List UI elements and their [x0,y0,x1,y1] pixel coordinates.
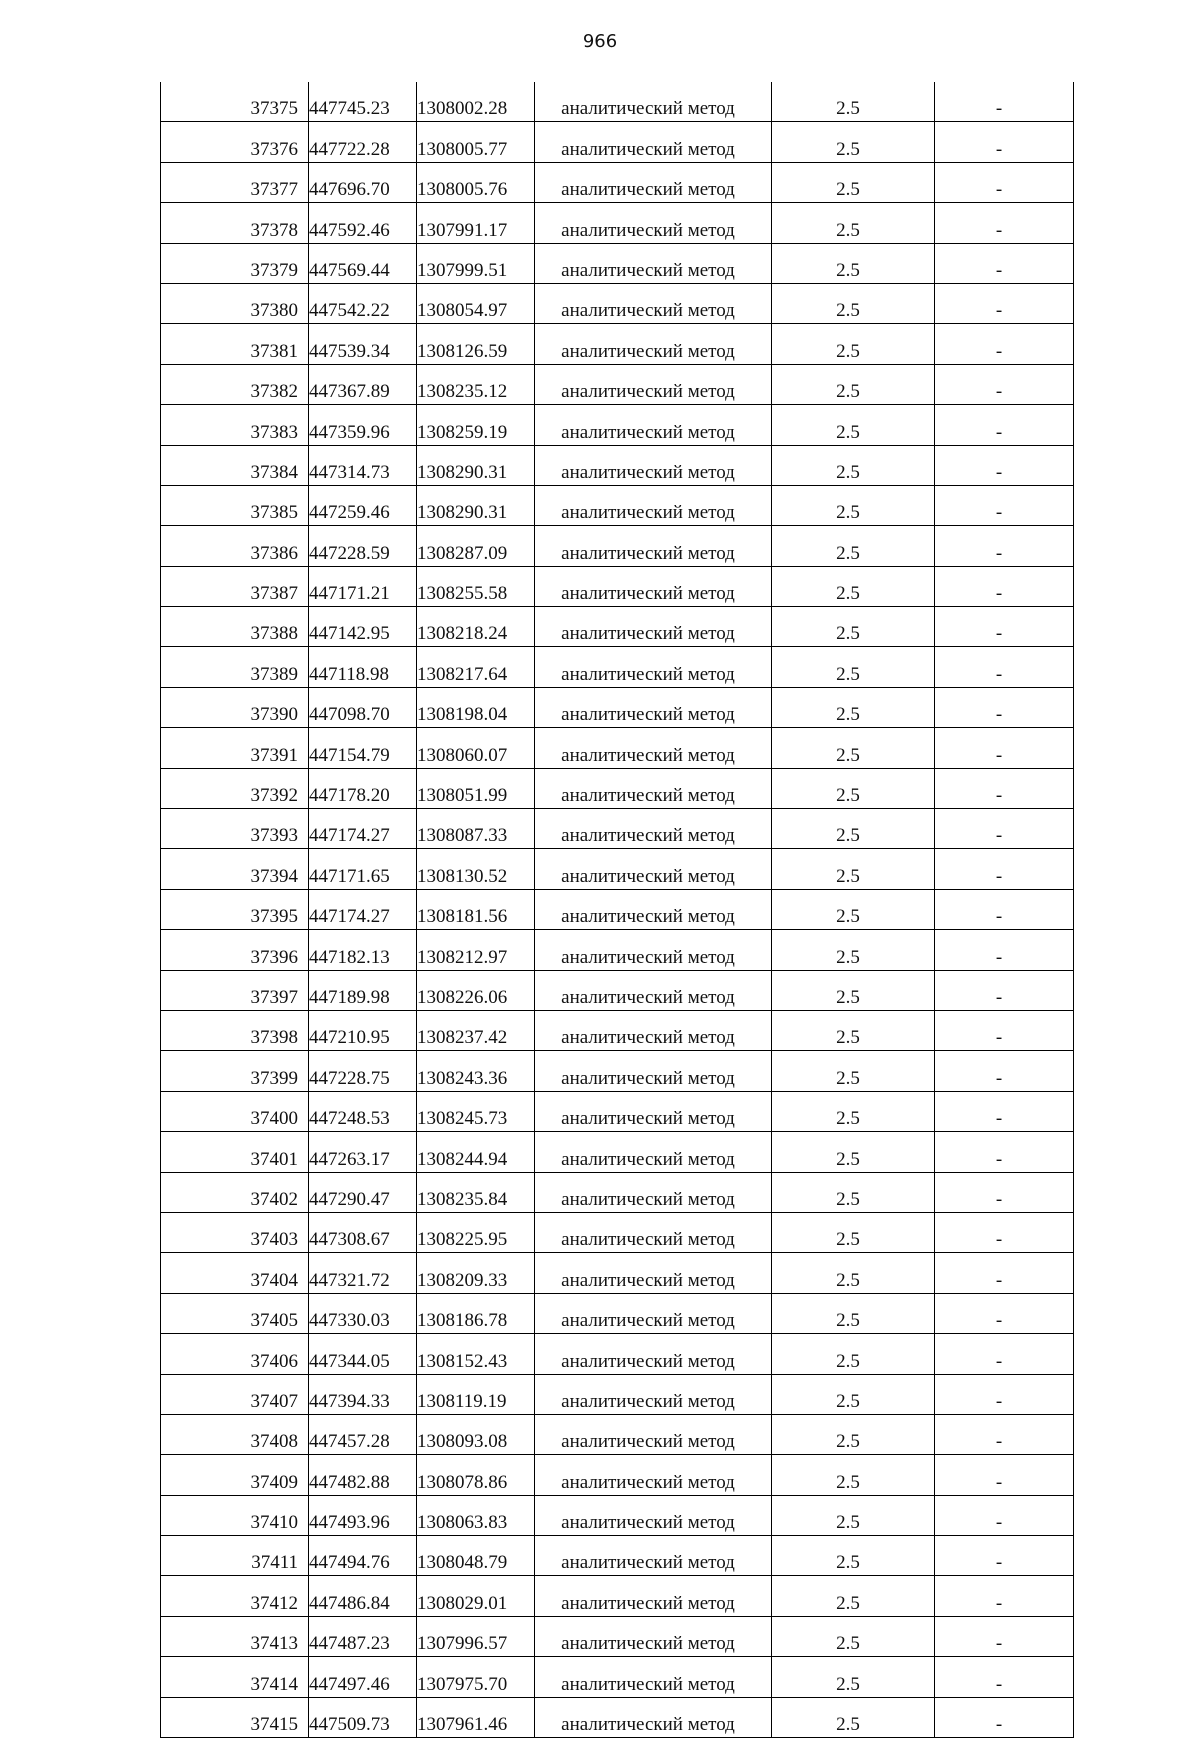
accuracy-cell: 2.5 [772,1414,935,1454]
accuracy-cell: 2.5 [772,162,935,202]
point-number-cell: 37382 [161,364,309,404]
point-number-cell: 37411 [161,1536,309,1576]
x-coordinate-cell: 447174.27 [309,889,417,929]
method-cell: аналитический метод [535,1334,772,1374]
y-coordinate-cell: 1307961.46 [417,1697,535,1737]
method-cell: аналитический метод [535,768,772,808]
point-number-cell: 37377 [161,162,309,202]
note-cell: - [935,1334,1074,1374]
x-coordinate-cell: 447367.89 [309,364,417,404]
y-coordinate-cell: 1308255.58 [417,566,535,606]
y-coordinate-cell: 1308226.06 [417,970,535,1010]
method-cell: аналитический метод [535,162,772,202]
x-coordinate-cell: 447722.28 [309,122,417,162]
method-cell: аналитический метод [535,445,772,485]
y-coordinate-cell: 1308212.97 [417,930,535,970]
table-row [161,162,1074,202]
table-row [161,566,1074,606]
x-coordinate-cell: 447228.59 [309,526,417,566]
method-cell: аналитический метод [535,1253,772,1293]
note-cell: - [935,728,1074,768]
note-cell: - [935,687,1074,727]
accuracy-cell: 2.5 [772,445,935,485]
method-cell: аналитический метод [535,566,772,606]
accuracy-cell: 2.5 [772,203,935,243]
method-cell: аналитический метод [535,1657,772,1697]
table-row [161,1334,1074,1374]
x-coordinate-cell: 447487.23 [309,1616,417,1656]
accuracy-cell: 2.5 [772,607,935,647]
method-cell: аналитический метод [535,889,772,929]
method-cell: аналитический метод [535,607,772,647]
point-number-cell: 37383 [161,405,309,445]
accuracy-cell: 2.5 [772,768,935,808]
accuracy-cell: 2.5 [772,1172,935,1212]
accuracy-cell: 2.5 [772,889,935,929]
y-coordinate-cell: 1308243.36 [417,1051,535,1091]
method-cell: аналитический метод [535,1172,772,1212]
accuracy-cell: 2.5 [772,849,935,889]
table-row [161,485,1074,525]
y-coordinate-cell: 1308078.86 [417,1455,535,1495]
note-cell: - [935,1414,1074,1454]
y-coordinate-cell: 1308259.19 [417,405,535,445]
method-cell: аналитический метод [535,1536,772,1576]
table-row [161,607,1074,647]
point-number-cell: 37414 [161,1657,309,1697]
accuracy-cell: 2.5 [772,405,935,445]
note-cell: - [935,1657,1074,1697]
method-cell: аналитический метод [535,324,772,364]
y-coordinate-cell: 1308119.19 [417,1374,535,1414]
x-coordinate-cell: 447171.21 [309,566,417,606]
y-coordinate-cell: 1308130.52 [417,849,535,889]
method-cell: аналитический метод [535,82,772,122]
y-coordinate-cell: 1308126.59 [417,324,535,364]
x-coordinate-cell: 447344.05 [309,1334,417,1374]
table-row [161,324,1074,364]
method-cell: аналитический метод [535,930,772,970]
y-coordinate-cell: 1308152.43 [417,1334,535,1374]
table-row [161,970,1074,1010]
point-number-cell: 37380 [161,283,309,323]
note-cell: - [935,1374,1074,1414]
note-cell: - [935,1293,1074,1333]
x-coordinate-cell: 447509.73 [309,1697,417,1737]
table-row [161,243,1074,283]
y-coordinate-cell: 1308060.07 [417,728,535,768]
y-coordinate-cell: 1308217.64 [417,647,535,687]
note-cell: - [935,364,1074,404]
x-coordinate-cell: 447359.96 [309,405,417,445]
accuracy-cell: 2.5 [772,566,935,606]
table-row [161,1576,1074,1616]
point-number-cell: 37399 [161,1051,309,1091]
table-row [161,526,1074,566]
point-number-cell: 37389 [161,647,309,687]
x-coordinate-cell: 447330.03 [309,1293,417,1333]
table-row [161,1536,1074,1576]
method-cell: аналитический метод [535,1132,772,1172]
accuracy-cell: 2.5 [772,930,935,970]
point-number-cell: 37395 [161,889,309,929]
table-row [161,405,1074,445]
method-cell: аналитический метод [535,1374,772,1414]
y-coordinate-cell: 1308287.09 [417,526,535,566]
x-coordinate-cell: 447321.72 [309,1253,417,1293]
x-coordinate-cell: 447542.22 [309,283,417,323]
method-cell: аналитический метод [535,1091,772,1131]
note-cell: - [935,1132,1074,1172]
point-number-cell: 37407 [161,1374,309,1414]
method-cell: аналитический метод [535,849,772,889]
x-coordinate-cell: 447178.20 [309,768,417,808]
x-coordinate-cell: 447539.34 [309,324,417,364]
x-coordinate-cell: 447142.95 [309,607,417,647]
x-coordinate-cell: 447745.23 [309,82,417,122]
accuracy-cell: 2.5 [772,283,935,323]
note-cell: - [935,526,1074,566]
note-cell: - [935,1051,1074,1091]
method-cell: аналитический метод [535,405,772,445]
y-coordinate-cell: 1308244.94 [417,1132,535,1172]
table-row [161,122,1074,162]
method-cell: аналитический метод [535,122,772,162]
table-row [161,889,1074,929]
table-row [161,1455,1074,1495]
x-coordinate-cell: 447118.98 [309,647,417,687]
point-number-cell: 37400 [161,1091,309,1131]
x-coordinate-cell: 447210.95 [309,1010,417,1050]
point-number-cell: 37375 [161,82,309,122]
note-cell: - [935,82,1074,122]
point-number-cell: 37397 [161,970,309,1010]
note-cell: - [935,1616,1074,1656]
method-cell: аналитический метод [535,1293,772,1333]
table-row [161,1010,1074,1050]
note-cell: - [935,1697,1074,1737]
x-coordinate-cell: 447493.96 [309,1495,417,1535]
table-row [161,647,1074,687]
x-coordinate-cell: 447482.88 [309,1455,417,1495]
x-coordinate-cell: 447182.13 [309,930,417,970]
x-coordinate-cell: 447248.53 [309,1091,417,1131]
x-coordinate-cell: 447154.79 [309,728,417,768]
point-number-cell: 37376 [161,122,309,162]
accuracy-cell: 2.5 [772,1374,935,1414]
method-cell: аналитический метод [535,485,772,525]
table-row [161,809,1074,849]
y-coordinate-cell: 1308093.08 [417,1414,535,1454]
coordinates-table [160,82,1074,1738]
table-row [161,1495,1074,1535]
x-coordinate-cell: 447259.46 [309,485,417,525]
point-number-cell: 37384 [161,445,309,485]
table-row [161,1212,1074,1252]
y-coordinate-cell: 1308218.24 [417,607,535,647]
accuracy-cell: 2.5 [772,1657,935,1697]
method-cell: аналитический метод [535,647,772,687]
method-cell: аналитический метод [535,728,772,768]
point-number-cell: 37396 [161,930,309,970]
note-cell: - [935,122,1074,162]
note-cell: - [935,647,1074,687]
y-coordinate-cell: 1307991.17 [417,203,535,243]
table-row [161,728,1074,768]
point-number-cell: 37394 [161,849,309,889]
note-cell: - [935,607,1074,647]
method-cell: аналитический метод [535,526,772,566]
note-cell: - [935,1212,1074,1252]
y-coordinate-cell: 1308290.31 [417,485,535,525]
method-cell: аналитический метод [535,243,772,283]
x-coordinate-cell: 447098.70 [309,687,417,727]
point-number-cell: 37402 [161,1172,309,1212]
y-coordinate-cell: 1308237.42 [417,1010,535,1050]
y-coordinate-cell: 1308051.99 [417,768,535,808]
note-cell: - [935,1172,1074,1212]
accuracy-cell: 2.5 [772,970,935,1010]
y-coordinate-cell: 1308087.33 [417,809,535,849]
accuracy-cell: 2.5 [772,1455,935,1495]
method-cell: аналитический метод [535,1455,772,1495]
point-number-cell: 37415 [161,1697,309,1737]
method-cell: аналитический метод [535,970,772,1010]
note-cell: - [935,1455,1074,1495]
accuracy-cell: 2.5 [772,1010,935,1050]
note-cell: - [935,283,1074,323]
table-row [161,1374,1074,1414]
point-number-cell: 37413 [161,1616,309,1656]
note-cell: - [935,162,1074,202]
page-number: 966 [582,31,618,52]
accuracy-cell: 2.5 [772,243,935,283]
table-row [161,1697,1074,1737]
accuracy-cell: 2.5 [772,1334,935,1374]
accuracy-cell: 2.5 [772,324,935,364]
x-coordinate-cell: 447189.98 [309,970,417,1010]
point-number-cell: 37391 [161,728,309,768]
accuracy-cell: 2.5 [772,1616,935,1656]
y-coordinate-cell: 1308225.95 [417,1212,535,1252]
note-cell: - [935,566,1074,606]
y-coordinate-cell: 1308029.01 [417,1576,535,1616]
note-cell: - [935,324,1074,364]
point-number-cell: 37392 [161,768,309,808]
note-cell: - [935,1536,1074,1576]
x-coordinate-cell: 447569.44 [309,243,417,283]
accuracy-cell: 2.5 [772,1293,935,1333]
x-coordinate-cell: 447486.84 [309,1576,417,1616]
point-number-cell: 37378 [161,203,309,243]
table-row [161,1091,1074,1131]
x-coordinate-cell: 447171.65 [309,849,417,889]
note-cell: - [935,1576,1074,1616]
y-coordinate-cell: 1308002.28 [417,82,535,122]
point-number-cell: 37404 [161,1253,309,1293]
table-row [161,364,1074,404]
x-coordinate-cell: 447394.33 [309,1374,417,1414]
point-number-cell: 37406 [161,1334,309,1374]
y-coordinate-cell: 1308235.84 [417,1172,535,1212]
table-row [161,768,1074,808]
method-cell: аналитический метод [535,1495,772,1535]
accuracy-cell: 2.5 [772,364,935,404]
method-cell: аналитический метод [535,1616,772,1656]
point-number-cell: 37393 [161,809,309,849]
y-coordinate-cell: 1308005.76 [417,162,535,202]
note-cell: - [935,445,1074,485]
accuracy-cell: 2.5 [772,1132,935,1172]
method-cell: аналитический метод [535,364,772,404]
note-cell: - [935,970,1074,1010]
note-cell: - [935,1253,1074,1293]
point-number-cell: 37403 [161,1212,309,1252]
table-row [161,445,1074,485]
accuracy-cell: 2.5 [772,1091,935,1131]
accuracy-cell: 2.5 [772,687,935,727]
method-cell: аналитический метод [535,1414,772,1454]
accuracy-cell: 2.5 [772,485,935,525]
x-coordinate-cell: 447308.67 [309,1212,417,1252]
accuracy-cell: 2.5 [772,526,935,566]
table-row [161,849,1074,889]
point-number-cell: 37390 [161,687,309,727]
note-cell: - [935,1010,1074,1050]
x-coordinate-cell: 447497.46 [309,1657,417,1697]
y-coordinate-cell: 1307975.70 [417,1657,535,1697]
point-number-cell: 37409 [161,1455,309,1495]
table-row [161,1293,1074,1333]
note-cell: - [935,768,1074,808]
method-cell: аналитический метод [535,203,772,243]
y-coordinate-cell: 1308209.33 [417,1253,535,1293]
point-number-cell: 37388 [161,607,309,647]
note-cell: - [935,889,1074,929]
note-cell: - [935,809,1074,849]
accuracy-cell: 2.5 [772,1212,935,1252]
point-number-cell: 37379 [161,243,309,283]
table-row [161,203,1074,243]
table-row [161,1253,1074,1293]
method-cell: аналитический метод [535,1576,772,1616]
method-cell: аналитический метод [535,809,772,849]
note-cell: - [935,1091,1074,1131]
table-row [161,1616,1074,1656]
y-coordinate-cell: 1308290.31 [417,445,535,485]
accuracy-cell: 2.5 [772,1536,935,1576]
accuracy-cell: 2.5 [772,1697,935,1737]
point-number-cell: 37381 [161,324,309,364]
table-row [161,687,1074,727]
x-coordinate-cell: 447494.76 [309,1536,417,1576]
coordinates-table-body [161,82,1074,1738]
method-cell: аналитический метод [535,1010,772,1050]
x-coordinate-cell: 447314.73 [309,445,417,485]
y-coordinate-cell: 1308005.77 [417,122,535,162]
y-coordinate-cell: 1308235.12 [417,364,535,404]
note-cell: - [935,243,1074,283]
accuracy-cell: 2.5 [772,122,935,162]
table-row [161,1051,1074,1091]
table-row [161,1657,1074,1697]
point-number-cell: 37398 [161,1010,309,1050]
point-number-cell: 37401 [161,1132,309,1172]
accuracy-cell: 2.5 [772,82,935,122]
point-number-cell: 37410 [161,1495,309,1535]
accuracy-cell: 2.5 [772,1495,935,1535]
accuracy-cell: 2.5 [772,1576,935,1616]
x-coordinate-cell: 447592.46 [309,203,417,243]
method-cell: аналитический метод [535,1697,772,1737]
y-coordinate-cell: 1307999.51 [417,243,535,283]
x-coordinate-cell: 447457.28 [309,1414,417,1454]
accuracy-cell: 2.5 [772,647,935,687]
y-coordinate-cell: 1307996.57 [417,1616,535,1656]
note-cell: - [935,203,1074,243]
method-cell: аналитический метод [535,1051,772,1091]
y-coordinate-cell: 1308181.56 [417,889,535,929]
note-cell: - [935,849,1074,889]
accuracy-cell: 2.5 [772,1253,935,1293]
table-row [161,283,1074,323]
point-number-cell: 37385 [161,485,309,525]
accuracy-cell: 2.5 [772,1051,935,1091]
note-cell: - [935,405,1074,445]
y-coordinate-cell: 1308198.04 [417,687,535,727]
note-cell: - [935,485,1074,525]
point-number-cell: 37387 [161,566,309,606]
table-row [161,82,1074,122]
y-coordinate-cell: 1308054.97 [417,283,535,323]
y-coordinate-cell: 1308245.73 [417,1091,535,1131]
method-cell: аналитический метод [535,687,772,727]
note-cell: - [935,1495,1074,1535]
table-row [161,1132,1074,1172]
note-cell: - [935,930,1074,970]
point-number-cell: 37405 [161,1293,309,1333]
point-number-cell: 37408 [161,1414,309,1454]
method-cell: аналитический метод [535,283,772,323]
method-cell: аналитический метод [535,1212,772,1252]
y-coordinate-cell: 1308063.83 [417,1495,535,1535]
x-coordinate-cell: 447696.70 [309,162,417,202]
table-row [161,930,1074,970]
table-row [161,1414,1074,1454]
x-coordinate-cell: 447174.27 [309,809,417,849]
point-number-cell: 37386 [161,526,309,566]
x-coordinate-cell: 447228.75 [309,1051,417,1091]
x-coordinate-cell: 447290.47 [309,1172,417,1212]
accuracy-cell: 2.5 [772,728,935,768]
accuracy-cell: 2.5 [772,809,935,849]
x-coordinate-cell: 447263.17 [309,1132,417,1172]
table-row [161,1172,1074,1212]
y-coordinate-cell: 1308048.79 [417,1536,535,1576]
point-number-cell: 37412 [161,1576,309,1616]
y-coordinate-cell: 1308186.78 [417,1293,535,1333]
